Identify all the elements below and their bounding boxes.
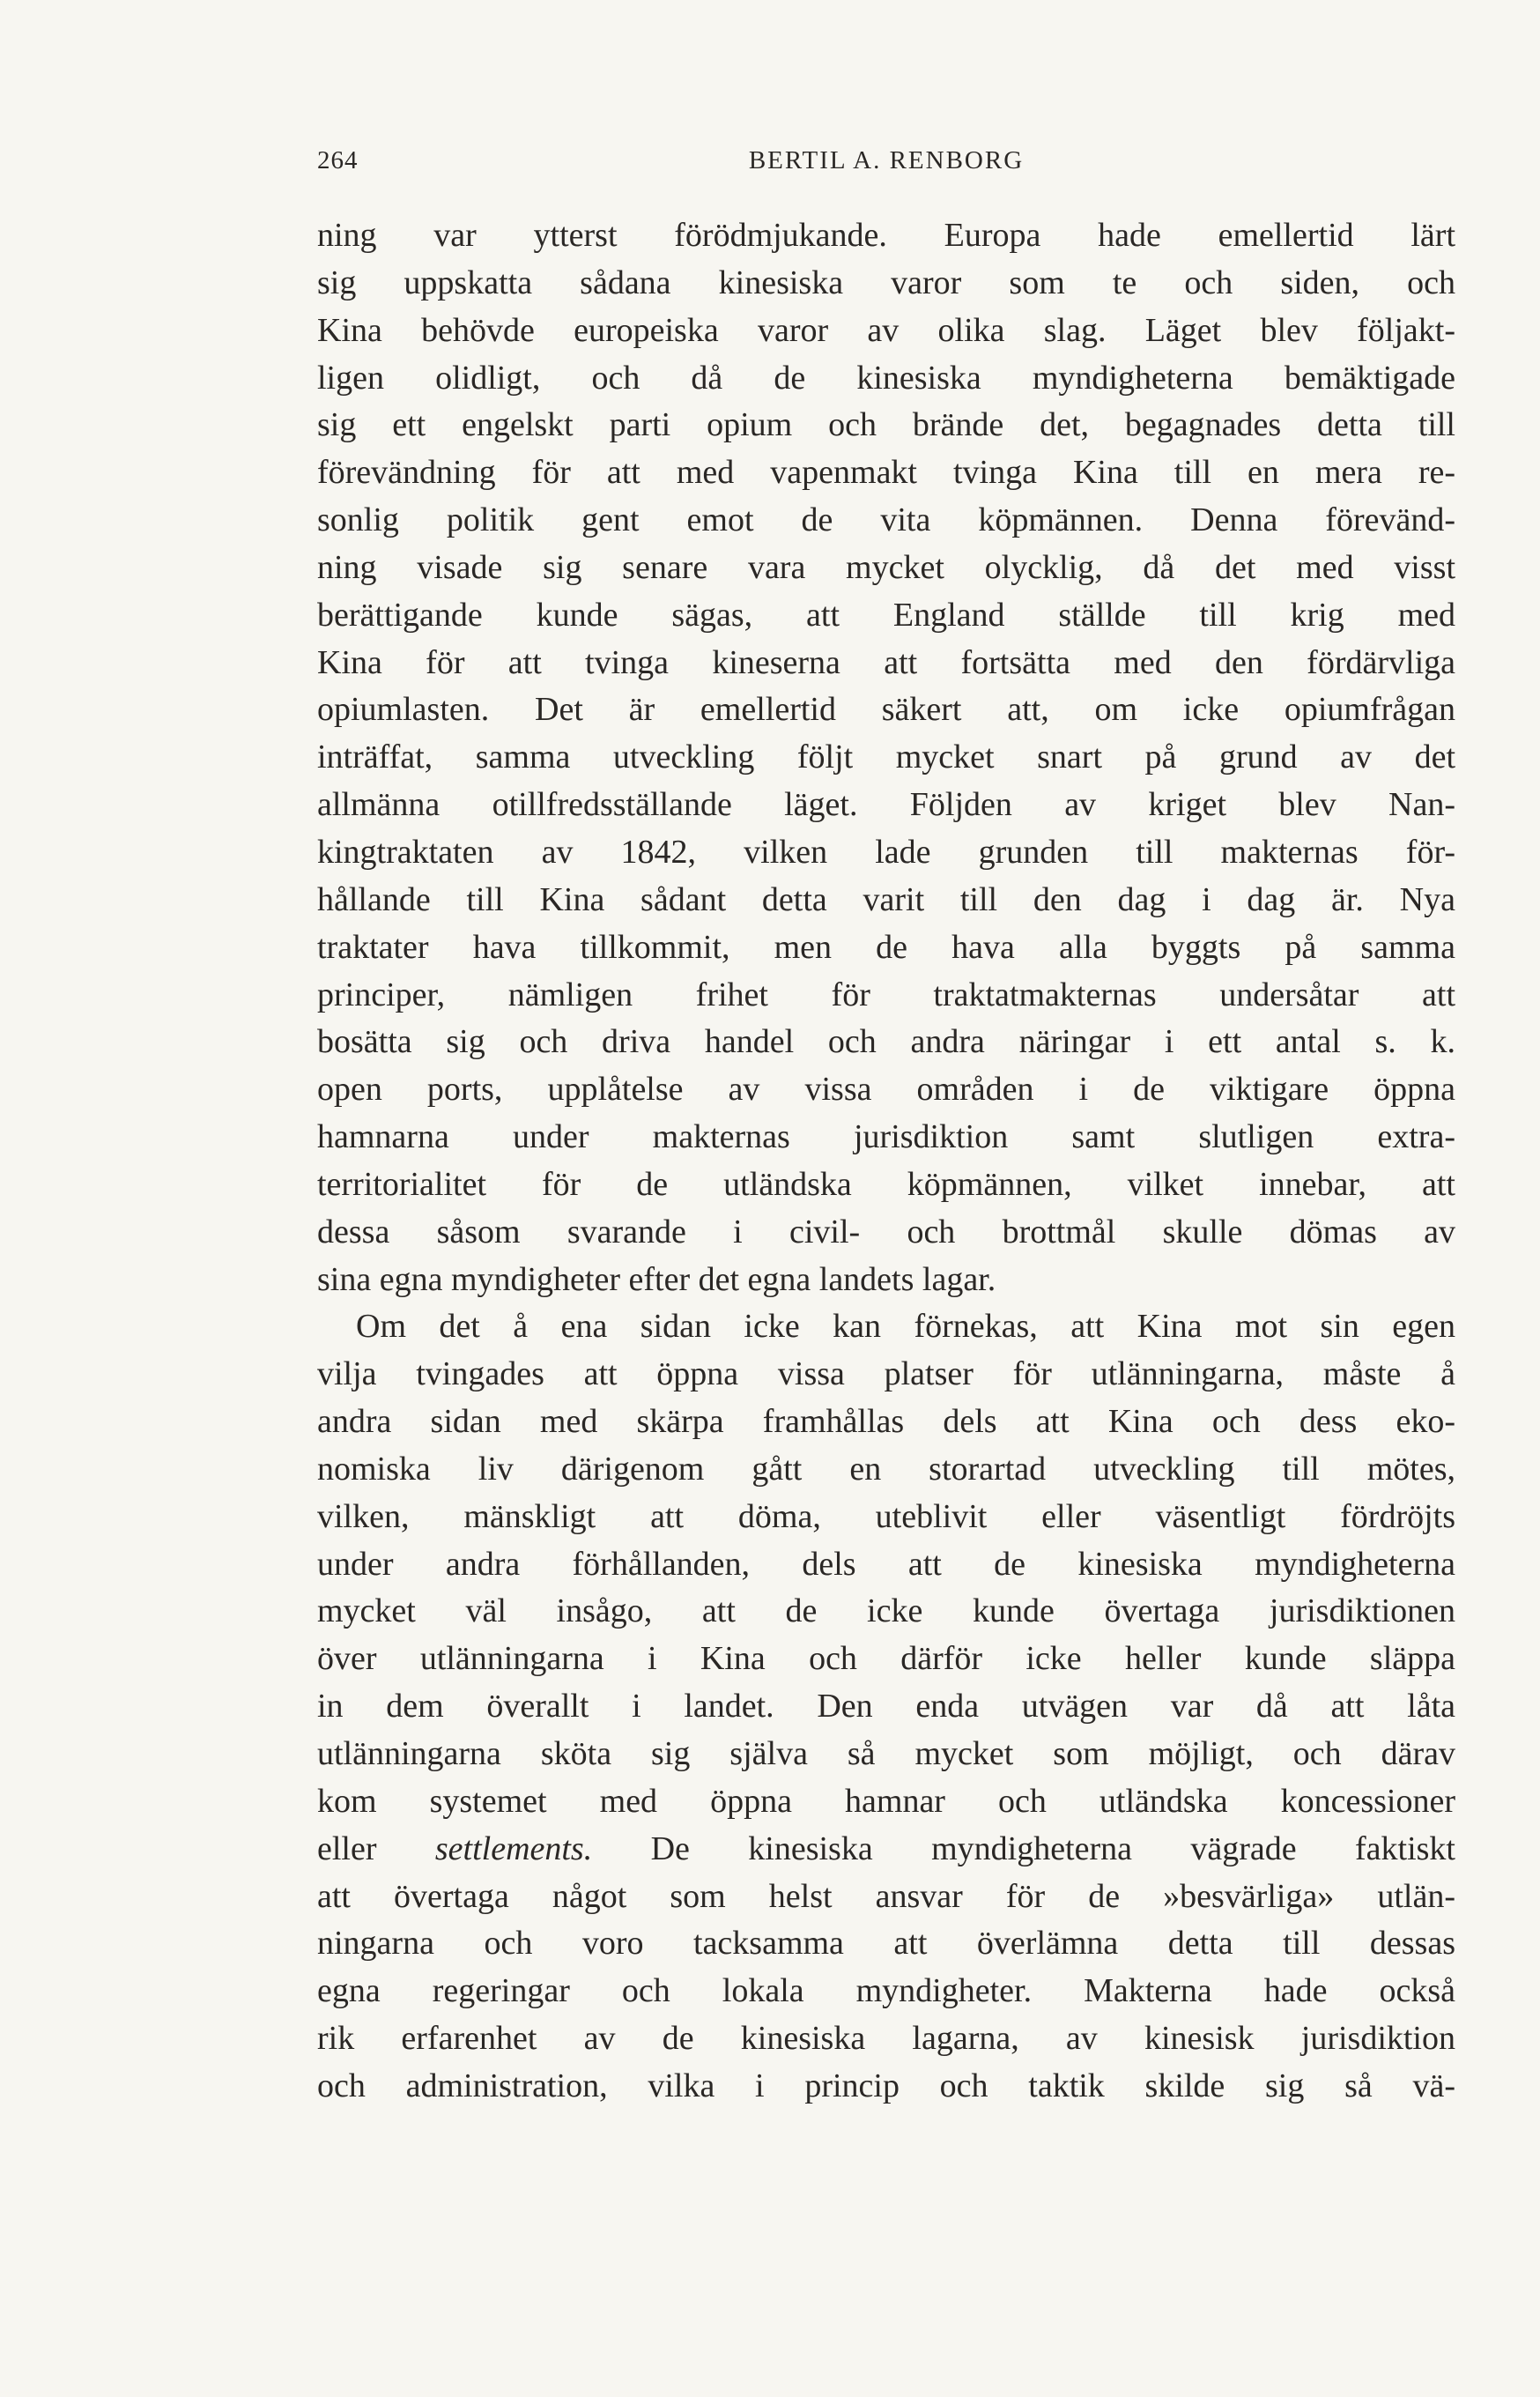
text-line: dessa såsom svarande i civil- och brottmål skulle dömas av: [317, 1213, 1455, 1250]
text-line: vilja tvingades att öppna vissa platser för utlänningarna, måste å: [317, 1355, 1455, 1393]
text-line: inträffat, samma utveckling följt mycket snart på grund av det: [317, 738, 1455, 776]
text-line: kingtraktaten av 1842, vilken lade grunden till makternas för-: [317, 833, 1455, 871]
text-line: open ports, upplåtelse av vissa områden i de viktigare öppna: [317, 1071, 1455, 1109]
text-line: sonlig politik gent emot de vita köpmännen. Denna förevänd-: [317, 501, 1455, 539]
text-line: att övertaga något som helst ansvar för de »besvärliga» utlän-: [317, 1877, 1455, 1915]
text-line: ningarna och voro tacksamma att överlämna detta till dessas: [317, 1925, 1455, 1963]
text-line: Kina behövde europeiska varor av olika slag. Läget blev följakt-: [317, 311, 1455, 349]
text-line: rik erfarenhet av de kinesiska lagarna, av kinesisk jurisdiktion: [317, 2020, 1455, 2058]
text-line: andra sidan med skärpa framhållas dels att Kina och dess eko-: [317, 1403, 1455, 1441]
text-line: in dem överallt i landet. Den enda utvägen var då att låta: [317, 1688, 1455, 1725]
text-line: ning visade sig senare vara mycket olycklig, då det med visst: [317, 548, 1455, 586]
text-line: och administration, vilka i princip och taktik skilde sig så vä-: [317, 2067, 1455, 2104]
text-line: mycket väl insågo, att de icke kunde övertaga jurisdiktionen: [317, 1592, 1455, 1630]
text-line: hållande till Kina sådant detta varit till den dag i dag är. Nya: [317, 880, 1455, 918]
text-line: principer, nämligen frihet för traktatmakternas undersåtar att: [317, 976, 1455, 1013]
text-line: territorialitet för de utländska köpmännen, vilket innebar, att: [317, 1165, 1455, 1203]
paragraph-first-line: Om det å ena sidan icke kan förnekas, att Kina mot sin egen: [356, 1308, 1455, 1346]
text-fragment: De kinesiska myndigheterna vägrade faktiskt: [592, 1829, 1455, 1867]
text-line: bosätta sig och driva handel och andra näringar i ett antal s. k.: [317, 1023, 1455, 1061]
text-line: sina egna myndigheter efter det egna landets lagar.: [317, 1260, 996, 1298]
text-line: traktater hava tillkommit, men de hava alla byggts på samma: [317, 928, 1455, 966]
text-line: nomiska liv därigenom gått en storartad utveckling till mötes,: [317, 1450, 1455, 1488]
text-line: vilken, mänskligt att döma, uteblivit eller väsentligt fördröjts: [317, 1497, 1455, 1535]
text-line: förevändning för att med vapenmakt tvinga Kina till en mera re-: [317, 454, 1455, 492]
text-line: ning var ytterst förödmjukande. Europa hade emellertid lärt: [317, 217, 1455, 254]
text-line: utlänningarna sköta sig själva så mycket som möjligt, och därav: [317, 1735, 1455, 1772]
body-text: [317, 212, 1455, 2111]
text-line: kom systemet med öppna hamnar och utländska koncessioner: [317, 1782, 1455, 1820]
text-fragment: eller: [317, 1829, 435, 1867]
text-line: berättigande kunde sägas, att England ställde till krig med: [317, 596, 1455, 634]
text-line: hamnarna under makternas jurisdiktion samt slutligen extra-: [317, 1118, 1455, 1156]
text-line: Kina för att tvinga kineserna att fortsätta med den fördärvliga: [317, 643, 1455, 681]
text-line: ligen olidligt, och då de kinesiska myndigheterna bemäktigade: [317, 359, 1455, 397]
text-line: allmänna otillfredsställande läget. Följden av kriget blev Nan-: [317, 786, 1455, 824]
running-head: BERTIL A. RENBORG: [748, 146, 1025, 174]
page-number: 264: [317, 146, 359, 174]
text-line: opiumlasten. Det är emellertid säkert att, om icke opiumfrågan: [317, 691, 1455, 729]
text-line: under andra förhållanden, dels att de kinesiska myndigheterna: [317, 1545, 1455, 1583]
text-line: över utlänningarna i Kina och därför icke heller kunde släppa: [317, 1640, 1455, 1678]
italic-term: settlements.: [434, 1829, 593, 1867]
page-header: [317, 146, 1455, 182]
text-line-italic: [317, 1826, 1455, 1874]
text-line: sig uppskatta sådana kinesiska varor som te och siden, och: [317, 263, 1455, 301]
text-line: sig ett engelskt parti opium och brände det, begagnades detta till: [317, 406, 1455, 444]
text-line: egna regeringar och lokala myndigheter. Makterna hade också: [317, 1972, 1455, 2010]
